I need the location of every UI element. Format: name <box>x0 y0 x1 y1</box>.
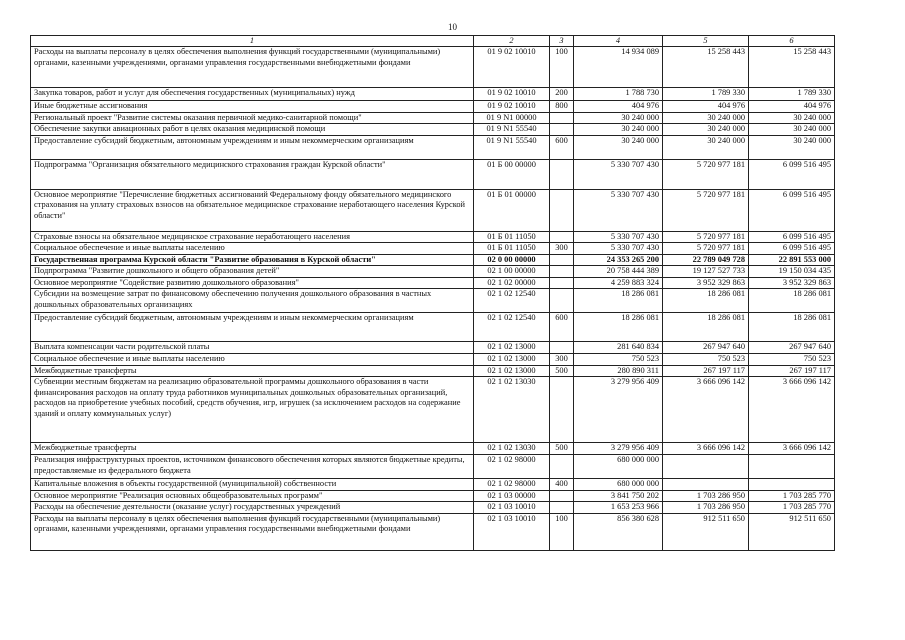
amount-year2-cell: 3 666 096 142 <box>663 377 749 443</box>
expense-name-cell: Государственная программа Курской области "Развитие образования в Курской области" <box>31 254 474 266</box>
amount-year3-cell: 750 523 <box>749 354 835 366</box>
amount-year3-cell: 30 240 000 <box>749 135 835 159</box>
column-number-4: 4 <box>574 36 663 47</box>
expense-name-cell: Основное мероприятие "Перечисление бюджетных ассигнований Федеральному фонду обязательного медицинского страхования на уплату страховых взносов на обязательное медицинское страхование неработающего населения Курской области" <box>31 189 474 231</box>
table-row <box>31 313 835 342</box>
amount-year3-cell: 6 099 516 495 <box>749 243 835 255</box>
expense-type-cell <box>550 277 574 289</box>
expense-type-cell <box>550 124 574 136</box>
expense-type-cell: 100 <box>550 513 574 550</box>
target-code-cell: 02 1 02 13030 <box>474 443 550 455</box>
table-row <box>31 354 835 366</box>
expense-type-cell: 300 <box>550 354 574 366</box>
expense-type-cell <box>550 455 574 479</box>
amount-year1-cell: 5 330 707 430 <box>574 189 663 231</box>
expense-type-cell: 600 <box>550 135 574 159</box>
amount-year3-cell: 267 947 640 <box>749 342 835 354</box>
amount-year3-cell: 18 286 081 <box>749 313 835 342</box>
amount-year2-cell: 1 703 286 950 <box>663 502 749 514</box>
amount-year2-cell: 5 720 977 181 <box>663 231 749 243</box>
amount-year2-cell: 750 523 <box>663 354 749 366</box>
target-code-cell: 01 9 N1 55540 <box>474 124 550 136</box>
column-number-2: 2 <box>474 36 550 47</box>
target-code-cell: 01 9 02 10010 <box>474 101 550 113</box>
table-row <box>31 112 835 124</box>
amount-year1-cell: 856 380 628 <box>574 513 663 550</box>
expense-name-cell: Социальное обеспечение и иные выплаты населению <box>31 354 474 366</box>
amount-year2-cell: 30 240 000 <box>663 124 749 136</box>
amount-year1-cell: 280 890 311 <box>574 365 663 377</box>
target-code-cell: 02 1 03 10010 <box>474 502 550 514</box>
amount-year1-cell: 30 240 000 <box>574 124 663 136</box>
amount-year1-cell: 4 259 883 324 <box>574 277 663 289</box>
target-code-cell: 01 9 02 10010 <box>474 88 550 101</box>
target-code-cell: 02 1 03 00000 <box>474 490 550 502</box>
table-row <box>31 243 835 255</box>
amount-year3-cell: 30 240 000 <box>749 112 835 124</box>
amount-year1-cell: 5 330 707 430 <box>574 243 663 255</box>
amount-year2-cell: 3 952 329 863 <box>663 277 749 289</box>
expense-type-cell: 800 <box>550 101 574 113</box>
amount-year2-cell: 404 976 <box>663 101 749 113</box>
amount-year2-cell: 30 240 000 <box>663 112 749 124</box>
amount-year1-cell: 30 240 000 <box>574 135 663 159</box>
amount-year3-cell: 6 099 516 495 <box>749 189 835 231</box>
target-code-cell: 02 1 02 12540 <box>474 289 550 313</box>
amount-year2-cell: 1 703 286 950 <box>663 490 749 502</box>
expense-type-cell <box>550 502 574 514</box>
amount-year2-cell: 267 947 640 <box>663 342 749 354</box>
amount-year2-cell: 18 286 081 <box>663 289 749 313</box>
amount-year3-cell: 1 789 330 <box>749 88 835 101</box>
column-number-row <box>31 36 835 47</box>
table-row <box>31 101 835 113</box>
table-row <box>31 289 835 313</box>
expense-type-cell <box>550 254 574 266</box>
table-row <box>31 135 835 159</box>
table-row <box>31 189 835 231</box>
amount-year2-cell: 19 127 527 733 <box>663 266 749 278</box>
amount-year3-cell: 18 286 081 <box>749 289 835 313</box>
target-code-cell: 02 1 02 98000 <box>474 455 550 479</box>
column-number-6: 6 <box>749 36 835 47</box>
expense-name-cell: Страховые взносы на обязательное медицинское страхование неработающего населения <box>31 231 474 243</box>
table-row <box>31 502 835 514</box>
target-code-cell: 02 1 02 12540 <box>474 313 550 342</box>
amount-year2-cell: 22 789 049 728 <box>663 254 749 266</box>
expense-name-cell: Предоставление субсидий бюджетным, автономным учреждениям и иным некоммерческим организациям <box>31 313 474 342</box>
amount-year2-cell <box>663 455 749 479</box>
amount-year3-cell: 1 703 285 770 <box>749 502 835 514</box>
expense-name-cell: Выплата компенсации части родительской платы <box>31 342 474 354</box>
expense-name-cell: Расходы на выплаты персоналу в целях обеспечения выполнения функций государственными (муниципальными) органами, казенными учреждениями, органами управления государственными внебюджетными фондами <box>31 47 474 88</box>
expense-name-cell: Расходы на выплаты персоналу в целях обеспечения выполнения функций государственными (муниципальными) органами, казенными учреждениями, органами управления государственными внебюджетными фондами <box>31 513 474 550</box>
expense-type-cell: 200 <box>550 88 574 101</box>
amount-year1-cell: 18 286 081 <box>574 289 663 313</box>
amount-year2-cell: 15 258 443 <box>663 47 749 88</box>
expense-name-cell: Субсидии на возмещение затрат по финансовому обеспечению получения дошкольного образования в частных дошкольных образовательных организациях <box>31 289 474 313</box>
expense-name-cell: Реализация инфраструктурных проектов, источником финансового обеспечения которых являются бюджетные кредиты, предоставляемые из федерального бюджета <box>31 455 474 479</box>
amount-year3-cell: 19 150 034 435 <box>749 266 835 278</box>
expense-type-cell <box>550 112 574 124</box>
expense-name-cell: Межбюджетные трансферты <box>31 443 474 455</box>
amount-year1-cell: 3 841 750 202 <box>574 490 663 502</box>
expense-name-cell: Закупка товаров, работ и услуг для обеспечения государственных (муниципальных) нужд <box>31 88 474 101</box>
target-code-cell: 01 9 N1 55540 <box>474 135 550 159</box>
expense-name-cell: Основное мероприятие "Реализация основных общеобразовательных программ" <box>31 490 474 502</box>
table-row <box>31 377 835 443</box>
amount-year1-cell: 18 286 081 <box>574 313 663 342</box>
table-row <box>31 47 835 88</box>
expense-type-cell <box>550 377 574 443</box>
target-code-cell: 02 1 02 13000 <box>474 354 550 366</box>
expense-name-cell: Подпрограмма "Организация обязательного медицинского страхования граждан Курской области" <box>31 159 474 189</box>
expense-type-cell: 400 <box>550 479 574 491</box>
expense-name-cell: Обеспечение закупки авиационных работ в целях оказания медицинской помощи <box>31 124 474 136</box>
target-code-cell: 02 1 02 98000 <box>474 479 550 491</box>
target-code-cell: 02 1 02 00000 <box>474 277 550 289</box>
table-row <box>31 479 835 491</box>
amount-year2-cell: 3 666 096 142 <box>663 443 749 455</box>
amount-year3-cell: 912 511 650 <box>749 513 835 550</box>
amount-year1-cell: 30 240 000 <box>574 112 663 124</box>
amount-year2-cell: 30 240 000 <box>663 135 749 159</box>
budget-table <box>30 35 835 551</box>
expense-type-cell: 100 <box>550 47 574 88</box>
amount-year2-cell: 5 720 977 181 <box>663 243 749 255</box>
amount-year1-cell: 3 279 956 409 <box>574 443 663 455</box>
amount-year1-cell: 5 330 707 430 <box>574 159 663 189</box>
table-row <box>31 231 835 243</box>
amount-year1-cell: 14 934 089 <box>574 47 663 88</box>
table-row <box>31 254 835 266</box>
expense-type-cell <box>550 266 574 278</box>
amount-year1-cell: 750 523 <box>574 354 663 366</box>
target-code-cell: 01 Б 01 11050 <box>474 243 550 255</box>
expense-type-cell <box>550 490 574 502</box>
expense-type-cell: 600 <box>550 313 574 342</box>
amount-year3-cell: 22 891 553 000 <box>749 254 835 266</box>
expense-type-cell <box>550 159 574 189</box>
table-row <box>31 490 835 502</box>
table-row <box>31 124 835 136</box>
column-number-5: 5 <box>663 36 749 47</box>
amount-year3-cell: 267 197 117 <box>749 365 835 377</box>
expense-name-cell: Расходы на обеспечение деятельности (оказание услуг) государственных учреждений <box>31 502 474 514</box>
amount-year1-cell: 680 000 000 <box>574 479 663 491</box>
target-code-cell: 02 1 02 13000 <box>474 342 550 354</box>
amount-year1-cell: 5 330 707 430 <box>574 231 663 243</box>
target-code-cell: 01 Б 01 11050 <box>474 231 550 243</box>
expense-name-cell: Межбюджетные трансферты <box>31 365 474 377</box>
amount-year1-cell: 24 353 265 200 <box>574 254 663 266</box>
expense-type-cell: 300 <box>550 243 574 255</box>
expense-type-cell: 500 <box>550 443 574 455</box>
target-code-cell: 02 1 00 00000 <box>474 266 550 278</box>
amount-year3-cell: 3 666 096 142 <box>749 377 835 443</box>
amount-year1-cell: 281 640 834 <box>574 342 663 354</box>
amount-year1-cell: 3 279 956 409 <box>574 377 663 443</box>
amount-year3-cell: 404 976 <box>749 101 835 113</box>
expense-type-cell <box>550 342 574 354</box>
amount-year1-cell: 1 653 253 966 <box>574 502 663 514</box>
amount-year3-cell <box>749 479 835 491</box>
target-code-cell: 02 1 02 13030 <box>474 377 550 443</box>
amount-year1-cell: 680 000 000 <box>574 455 663 479</box>
expense-type-cell <box>550 231 574 243</box>
expense-name-cell: Капитальные вложения в объекты государственной (муниципальной) собственности <box>31 479 474 491</box>
expense-name-cell: Субвенции местным бюджетам на реализацию образовательной программы дошкольного образования в части финансирования расходов на оплату труда работников муниципальных дошкольных образовательных организаций, расходов на приобретение учебных пособий, средств обучения, игр, игрушек (за исключением расходов на содержание зданий и оплату коммунальных услуг) <box>31 377 474 443</box>
amount-year3-cell: 6 099 516 495 <box>749 159 835 189</box>
expense-type-cell <box>550 289 574 313</box>
target-code-cell: 02 0 00 00000 <box>474 254 550 266</box>
target-code-cell: 01 Б 00 00000 <box>474 159 550 189</box>
amount-year3-cell: 1 703 285 770 <box>749 490 835 502</box>
table-row <box>31 443 835 455</box>
amount-year2-cell: 1 789 330 <box>663 88 749 101</box>
column-number-3: 3 <box>550 36 574 47</box>
table-row <box>31 88 835 101</box>
amount-year3-cell: 3 952 329 863 <box>749 277 835 289</box>
target-code-cell: 02 1 02 13000 <box>474 365 550 377</box>
amount-year2-cell: 5 720 977 181 <box>663 189 749 231</box>
table-row <box>31 513 835 550</box>
table-row <box>31 277 835 289</box>
amount-year2-cell: 912 511 650 <box>663 513 749 550</box>
expense-name-cell: Основное мероприятие "Содействие развитию дошкольного образования" <box>31 277 474 289</box>
target-code-cell: 01 Б 01 00000 <box>474 189 550 231</box>
amount-year3-cell: 15 258 443 <box>749 47 835 88</box>
table-row <box>31 159 835 189</box>
target-code-cell: 01 9 02 10010 <box>474 47 550 88</box>
column-number-1: 1 <box>31 36 474 47</box>
expense-type-cell <box>550 189 574 231</box>
amount-year1-cell: 20 758 444 389 <box>574 266 663 278</box>
amount-year3-cell: 30 240 000 <box>749 124 835 136</box>
amount-year2-cell: 5 720 977 181 <box>663 159 749 189</box>
target-code-cell: 02 1 03 10010 <box>474 513 550 550</box>
table-row <box>31 455 835 479</box>
expense-name-cell: Подпрограмма "Развитие дошкольного и общего образования детей" <box>31 266 474 278</box>
expense-type-cell: 500 <box>550 365 574 377</box>
amount-year3-cell: 6 099 516 495 <box>749 231 835 243</box>
amount-year1-cell: 1 788 730 <box>574 88 663 101</box>
amount-year1-cell: 404 976 <box>574 101 663 113</box>
amount-year2-cell <box>663 479 749 491</box>
table-row <box>31 342 835 354</box>
table-row <box>31 365 835 377</box>
amount-year3-cell <box>749 455 835 479</box>
expense-name-cell: Региональный проект "Развитие системы оказания первичной медико-санитарной помощи" <box>31 112 474 124</box>
target-code-cell: 01 9 N1 00000 <box>474 112 550 124</box>
expense-name-cell: Социальное обеспечение и иные выплаты населению <box>31 243 474 255</box>
table-row <box>31 266 835 278</box>
page-number: 10 <box>448 22 457 32</box>
expense-name-cell: Предоставление субсидий бюджетным, автономным учреждениям и иным некоммерческим организациям <box>31 135 474 159</box>
amount-year3-cell: 3 666 096 142 <box>749 443 835 455</box>
amount-year2-cell: 18 286 081 <box>663 313 749 342</box>
amount-year2-cell: 267 197 117 <box>663 365 749 377</box>
expense-name-cell: Иные бюджетные ассигнования <box>31 101 474 113</box>
